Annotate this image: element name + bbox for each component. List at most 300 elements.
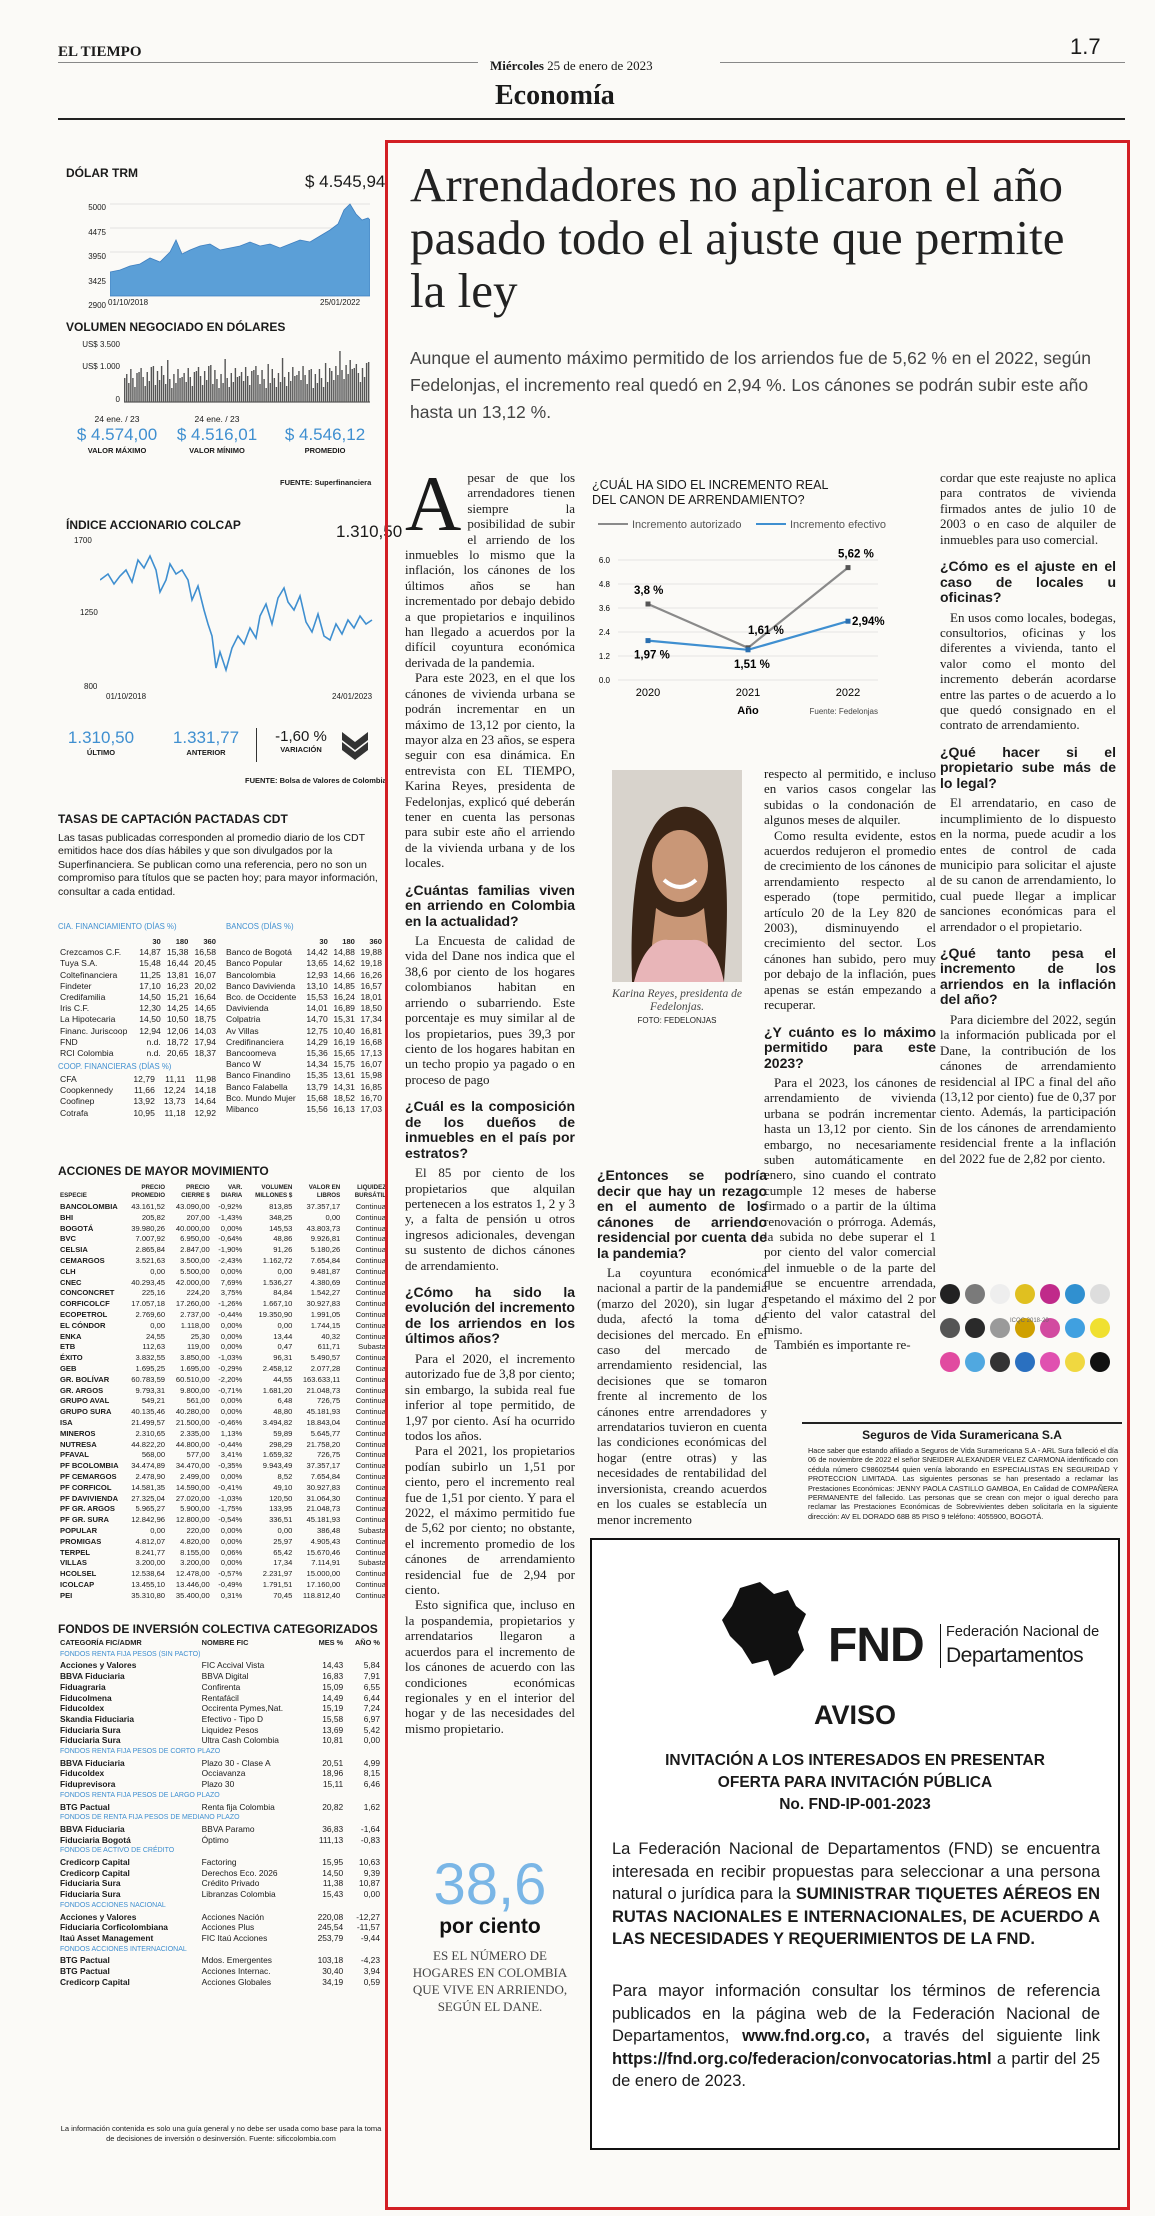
colcap-value: 1.310,50 (336, 522, 403, 541)
volume-bar (325, 363, 326, 402)
volume-bar (245, 367, 246, 402)
volume-bar (335, 366, 336, 402)
volume-bar (153, 366, 154, 402)
volume-bar (309, 370, 310, 402)
volume-bar (171, 388, 172, 402)
volume-bar (157, 371, 158, 402)
table-row: VILLAS 3.200,00 3.200,00 0,00% 17,34 7.114,91 Subasta (60, 1558, 386, 1568)
table-row: Fiduagraria Confirenta 15,09 6,55 (60, 1681, 380, 1692)
table-row: CORFICOLCF 17.057,18 17.260,00 -1,26% 1.667,10 30.927,83 Continua (60, 1299, 386, 1309)
calibration-dot (990, 1284, 1010, 1304)
cdt-left-table: 30 180 360 Crezcamos C.F. 14,87 15,38 16,58 Tuya S.A. 15,48 16,44 20,45 Coltefinanciera 11,25 13,81 16,07 Findeter 17,10 16,23 20,02 Credifamilia 14,50 15,21 16,64 Iris C.F. 12,30 14,25 14,65 La Hipotecaria 14,50 10,50 18,75 Financ. Juriscoop 12,94 12,06 14,03 FND n.d. 18,72 17,94 RCI Colombia n.d. 20,65 18,37 (60, 937, 216, 1059)
volume-bar (286, 386, 287, 402)
article-column-3: respecto al permitido, e incluso en varios casos congelar las subidas o la condonación de algunos meses de alquiler. Como resulta evidente, estos acuerdos redujeron el promedio de crecimiento de los cánones de arrendamiento respecto al esperado (tope permitido, artículo 20 de la Ley 820 de 2003), disminuyendo el crecimiento del sector. Los cánones han subido, pero muy por debajo de la inflación, pues apenas se están empezando a recuperar. ¿Y cuánto es lo máximo permitido para este 2023? Para el 2023, los cánones de arrendamiento de vivienda urbana se podrán incrementar hasta un 13,12 por ciento. Sin embargo, no necesariamente suben automáticamente en enero, sino cuando el contrato cumple 12 meses de haberse firmado o a partir de la última renovación o prórroga. Además, la subida no debe superar el 1 por ciento del valor comercial del inmueble o de la parte del que se encuentre arrendada, respetando el máximo del 2 por ciento del valor catastral del mismo. También es importante re- (764, 766, 936, 1352)
volume-bar (198, 367, 199, 402)
volume-bar (132, 378, 133, 402)
table-row: ÉXITO 3.832,55 3.850,00 -1,03% 96,31 5.490,57 Continua (60, 1353, 386, 1363)
table-row: Bancolombia 12,93 14,66 16,26 (226, 969, 382, 980)
volume-bar (282, 358, 283, 402)
volume-bar (343, 379, 344, 402)
fondos-disclaimer: La información contenida es solo una guía general y no debe ser usada como base para la toma de decisiones de inversión o desinversión. Fuente: sificcolombia.com (60, 2124, 382, 2143)
fnd-logo-sub1: Federación Nacional de (946, 1624, 1100, 1640)
table-row: Banco de Bogotá 14,42 14,88 19,88 (226, 947, 382, 958)
calibration-dot (940, 1318, 960, 1338)
data-label: 3,8 % (634, 585, 664, 597)
volume-bar (179, 378, 180, 402)
calibration-dot (1015, 1352, 1035, 1372)
volume-bar (140, 368, 141, 402)
volume-bar (124, 378, 125, 402)
volume-bar (306, 384, 307, 402)
volume-bar (192, 386, 193, 402)
calibration-dot (965, 1352, 985, 1372)
table-row: PF CORFICOL 14.581,35 14.590,00 -0,41% 49,10 30.927,83 Continua (60, 1482, 386, 1492)
header-rule-right (720, 62, 1125, 63)
table-row: Banco Falabella 13,79 14,31 16,85 (226, 1081, 382, 1092)
table-row: PROMIGAS 4.812,07 4.820,00 0,00% 25,97 4.905,43 Continua (60, 1536, 386, 1546)
volume-bar (300, 380, 301, 402)
y-tick-label: 6.0 (598, 556, 610, 565)
volume-bar (298, 371, 299, 402)
table-row: CLH 0,00 5.500,00 0,00% 0,00 9.481,87 Continua (60, 1266, 386, 1276)
cdt-text: Las tasas publicadas corresponden al promedio diario de los CDT emitidos hace dos días hábiles y que son divulgados por la Superfinanciera. Se publican como una referencia, pero no son un compromiso para títulos que se pacten hoy; para mayor información, consultar a cada entidad. (58, 832, 378, 898)
table-row: BOGOTÁ 39.980,26 40.000,00 0,00% 145,53 43.803,73 Continua (60, 1223, 386, 1233)
stat-callout: 38,6 por ciento ES EL NÚMERO DE HOGARES EN COLOMBIA QUE VIVE EN ARRIENDO, SEGÚN EL DANE. (412, 1852, 568, 2014)
volume-bar (167, 360, 168, 402)
table-row: Bancoomeva 15,36 15,65 17,13 (226, 1048, 382, 1059)
volume-bar (329, 368, 330, 402)
dropcap: A (405, 460, 462, 547)
volume-bar (292, 367, 293, 402)
aviso-paragraph-1: La Federación Nacional de Departamentos (FND) se encuentra interesada en recibir propuestas para seleccionar a una persona natural o jurídica para la SUMINISTRAR TIQUETES AÉREOS EN RUTAS NACIONALES E INTERNACIONALES, DE ACUERDO A LAS NECESIDADES Y REQUERIMIENTOS DE LA FND. (612, 1840, 1100, 1948)
x-tick-label: 2022 (835, 687, 861, 699)
dolar-chart (110, 200, 370, 298)
table-row: CONCONCRET 225,16 224,20 3,75% 84,84 1.542,27 Continua (60, 1288, 386, 1298)
colcap-source: FUENTE: Bolsa de Valores de Colombia (245, 776, 387, 785)
cdt-right-table: 30 180 360 Banco de Bogotá 14,42 14,88 19,88 Banco Popular 13,65 14,62 19,18 Bancolombia 12,93 14,66 16,26 Banco Davivienda 13,10 14,85 16,57 Bco. de Occidente 15,53 16,24 18,01 Davivienda 14,01 16,89 18,50 Colpatria 14,70 15,31 17,34 Av Villas 12,75 10,40 16,81 Credifinanciera 14,29 16,19 16,68 Bancoomeva 15,36 15,65 17,13 Banco W 14,34 15,75 16,07 Banco Finandino 15,35 13,61 15,98 Banco Falabella 13,79 14,31 16,85 Bco. Mundo Mujer 15,68 18,52 16,70 Mibanco 15,56 16,13 17,03 (226, 937, 382, 1115)
table-row: Credifamilia 14,50 15,21 16,64 (60, 992, 216, 1003)
volume-bar (296, 375, 297, 402)
calibration-dot (1040, 1284, 1060, 1304)
volume-bar (288, 372, 289, 402)
volume-bar (274, 378, 275, 402)
volume-bar (224, 359, 225, 402)
fondos-title: FONDOS DE INVERSIÓN COLECTIVA CATEGORIZADOS (58, 1622, 378, 1636)
volume-bar (323, 387, 324, 402)
article-title: Arrendadores no aplicaron el año pasado todo el ajuste que permite la ley (410, 157, 1065, 318)
table-row: ICOLCAP 13.455,10 13.446,00 -0,49% 1.791,51 17.160,00 Continua (60, 1579, 386, 1589)
fnd-website-link[interactable]: www.fnd.org.co, (742, 2027, 870, 2045)
volume-bar (302, 366, 303, 402)
rent-increase-chart (578, 510, 918, 720)
calibration-dot (1090, 1318, 1110, 1338)
volume-bar (360, 382, 361, 402)
volume-bar (321, 378, 322, 402)
table-row: Colpatria 14,70 15,31 17,34 (226, 1014, 382, 1025)
table-row: BBVA Fiduciaria BBVA Digital 16,83 7,91 (60, 1671, 380, 1682)
table-row: Coltefinanciera 11,25 13,81 16,07 (60, 969, 216, 980)
volume-bar (163, 375, 164, 402)
calibration-dot (990, 1352, 1010, 1372)
calibration-dot (990, 1318, 1010, 1338)
table-row: BBVA Fiduciaria BBVA Paramo 36,83 -1,64 (60, 1823, 380, 1834)
fnd-logo-sub2: Departamentos (946, 1644, 1084, 1667)
colcap-title: ÍNDICE ACCIONARIO COLCAP (66, 518, 241, 532)
volumen-ytick-2: US$ 1.000 (82, 362, 120, 371)
photo-caption: Karina Reyes, presidenta de Fedelonjas. (612, 988, 742, 1013)
table-row: Fiduciaria Sura Crédito Privado 11,38 10,87 (60, 1878, 380, 1889)
fnd-convocatorias-link[interactable]: https://fnd.org.co/federacion/convocatorias.html (612, 2049, 992, 2068)
volume-bar (227, 378, 228, 402)
volume-bar (136, 373, 137, 402)
y-tick-label: 0.0 (598, 676, 610, 685)
table-row: Itaú Asset Management FIC Itaú Acciones 253,79 -9,44 (60, 1932, 380, 1943)
table-row: Bco. Mundo Mujer 15,68 18,52 16,70 (226, 1092, 382, 1103)
table-row: Banco Popular 13,65 14,62 19,18 (226, 958, 382, 969)
table-row: PF CEMARGOS 2.478,90 2.499,00 0,00% 8,52 7.654,84 Continua (60, 1471, 386, 1481)
table-row: Bco. de Occidente 15,53 16,24 18,01 (226, 992, 382, 1003)
dolar-xend: 25/01/2022 (320, 298, 361, 307)
volume-bar (327, 382, 328, 402)
volume-bar (347, 374, 348, 402)
volume-bar (241, 372, 242, 402)
data-point (846, 619, 851, 624)
chart-title: ¿CUÁL HA SIDO EL INCREMENTO REAL DEL CANON DE ARRENDAMIENTO? (592, 478, 828, 507)
colcap-ytick-1: 1700 (74, 536, 92, 545)
table-row: BTG Pactual Mdos. Emergentes 103,18 -4,23 (60, 1955, 380, 1966)
colcap-chart (100, 540, 375, 688)
table-row: Skandia Fiduciaria Efectivo - Tipo D 15,58 6,97 (60, 1713, 380, 1724)
table-row: Financ. Juriscoop 12,94 12,06 14,03 (60, 1025, 216, 1036)
volume-bar (311, 369, 312, 402)
table-row: CFA 12,79 11,11 11,98 (60, 1074, 216, 1084)
volume-bar (339, 351, 340, 402)
volume-bar (138, 372, 139, 402)
volume-bar (142, 377, 143, 402)
acciones-title: ACCIONES DE MAYOR MOVIMIENTO (58, 1164, 269, 1178)
volume-bar (233, 382, 234, 402)
volume-bar (364, 377, 365, 402)
table-row: PF GR. ARGOS 5.965,27 5.900,00 -1,75% 133,95 21.048,73 Continua (60, 1504, 386, 1514)
volume-bar (190, 377, 191, 402)
aviso-title: AVISO (813, 1700, 896, 1730)
fnd-logo: FND (828, 1619, 924, 1672)
volume-bar (352, 369, 353, 402)
y-tick-label: 2.4 (598, 628, 610, 637)
table-row: Mibanco 15,56 16,13 17,03 (226, 1104, 382, 1115)
table-row: Fiducoldex Occirenta Pymes,Nat. 15,19 7,24 (60, 1703, 380, 1714)
data-label: 1,61 % (748, 624, 784, 637)
table-row: ENKA 24,55 25,30 0,00% 13,44 40,32 Continua (60, 1331, 386, 1341)
table-row: Credicorp Capital Acciones Globales 34,19 0,59 (60, 1976, 380, 1987)
colcap-xstart: 01/10/2018 (106, 692, 147, 701)
table-row: Fiduciaria Sura Liquidez Pesos 13,69 5,42 (60, 1724, 380, 1735)
table-row: Findeter 17,10 16,23 20,02 (60, 980, 216, 991)
volumen-title: VOLUMEN NEGOCIADO EN DÓLARES (66, 320, 286, 334)
volume-bar (294, 376, 295, 402)
table-row: La Hipotecaria 14,50 10,50 18,75 (60, 1014, 216, 1025)
table-row: TERPEL 8.241,77 8.155,00 0,06% 65,42 15.670,46 Continua (60, 1547, 386, 1557)
table-row: BANCOLOMBIA 43.161,52 43.090,00 -0,92% 813,85 37.357,17 Continua (60, 1202, 386, 1211)
table-row: FND n.d. 18,72 17,94 (60, 1036, 216, 1047)
table-row: ECOPETROL 2.769,60 2.737,00 -0,44% 19.350,90 1.991,05 Continua (60, 1309, 386, 1319)
volume-bar (270, 383, 271, 402)
colcap-stats: 1.310,50 ÚLTIMO 1.331,77 ANTERIOR -1,60 % VARIACIÓN (66, 728, 376, 764)
volume-bar (231, 373, 232, 402)
colcap-ytick-3: 800 (84, 682, 98, 691)
volume-bar (235, 368, 236, 402)
cdt-coop-header: COOP. FINANCIERAS (DÍAS %) (58, 1062, 172, 1071)
calibration-dot (940, 1284, 960, 1304)
volumen-chart (124, 343, 370, 403)
volume-bar (130, 369, 131, 402)
volume-bar (366, 363, 367, 402)
volume-bar (345, 365, 346, 402)
colcap-xend: 24/01/2023 (332, 692, 373, 701)
table-row: Banco Davivienda 13,10 14,85 16,57 (226, 980, 382, 991)
volume-bar (239, 376, 240, 402)
table-row: Av Villas 12,75 10,40 16,81 (226, 1025, 382, 1036)
table-row: PF DAVIVIENDA 27.325,04 27.020,00 -1,03% 120,50 31.064,30 Continua (60, 1493, 386, 1503)
volume-bar (155, 385, 156, 402)
article-lead: Aunque el aumento máximo permitido de los arriendos fue de 5,62 % en el 2022, según Fedelonjas, el incremento real quedó en 2,94 %. Los cánones se podrán subir este año hasta un 13,12 %. (410, 348, 1091, 422)
volume-bar (255, 366, 256, 402)
table-row: PFAVAL 568,00 577,00 3,41% 1.659,32 726,75 Continua (60, 1450, 386, 1460)
table-row: Cotrafa 10,95 11,18 12,92 (60, 1107, 216, 1118)
volume-bar (265, 388, 266, 402)
data-point (646, 638, 651, 643)
article-column-1: A pesar de que los arrendadores tienen siempre la posibilidad de subir el arriendo de los inmuebles lo mismo que la inflación, los cánones de los últimos años se han incrementado por debajo debido a que propietarios e inquilinos han llegado a acuerdos por la difícil coyuntura económica derivada de la pandemia. Para este 2023, en el que los cánones de vivienda urbana se podrán incrementar en un máximo de 13,12 por ciento, la mayor alza en 23 años, se espera seguir con esa dinámica. En entrevista con EL TIEMPO, Karina Reyes, presidenta de Fedelonjas, explicó qué deberán tener en cuenta las personas para subir este año el arriendo de la vivienda urbana y de los locales. ¿Cuántas familias viven en arriendo en Colombia en la actualidad? La Encuesta de calidad de vida del Dane nos indica que el 38,6 por ciento de los hogares colombianos habitan en arriendo o subarriendo. Este porcentaje es muy similar al de los propietarios, pues 39,3 por ciento de los hogares habitan en un techo propio ya pagado o en proceso de pago ¿Cuál es la composición de los dueños de inmuebles en el país por estratos? El 85 por ciento de los propietarios que alquilan pertenecen a los estratos 1, 2 y 3 y, a falta de pensión u otros ingresos adicionales, devengan su sustento de dichos cánones de arrendamiento. ¿Cómo ha sido la evolución del incremento de los arriendos en los últimos años? Para el 2020, el incremento autorizado fue de 3,8 por ciento; sin embargo, la subida real fue inferior al tope permitido, de 1,97 por ciento. Así ha ocurrido todos los años. Para el 2021, los propietarios podían subirlo un 1,51 por ciento, pero el incremento real fue de 1,51 por ciento. Y para el 2022, el máximo permitido fue de 5,62 por ciento; no obstante, el incremento promedio de los cánones de arrendamiento residencial fue de 2,94 por ciento. Esto significa que, incluso en la pospandemia, propietarios y arrendatarios llegaron a acuerdos para el incremento de los cánones de acuerdo con las condiciones económicas regionales y en el interior del hogar y de las necesidades del mismo propietario. (405, 460, 576, 1736)
volume-bar (331, 371, 332, 402)
table-row: RCI Colombia n.d. 20,65 18,37 (60, 1048, 216, 1059)
table-row: Iris C.F. 12,30 14,25 14,65 (60, 1003, 216, 1014)
table-row: Fiduprevisora Plazo 30 15,11 6,46 (60, 1779, 380, 1790)
x-axis-label: Año (737, 705, 759, 717)
volume-bar (218, 388, 219, 402)
volume-bar (253, 370, 254, 402)
table-row: Fiducoldex Occiavanza 18,96 8,15 (60, 1768, 380, 1779)
volume-bar (128, 383, 129, 402)
down-chevron-icon (340, 728, 370, 760)
volume-bar (341, 370, 342, 402)
x-tick-label: 2021 (735, 687, 761, 699)
volume-bar (222, 383, 223, 402)
volume-bar (268, 364, 269, 402)
table-row: Fiduciaria Sura Ultra Cash Colombia 10,81 0,00 (60, 1735, 380, 1746)
volume-bar (304, 375, 305, 402)
table-row: Acciones y Valores Acciones Nación 220,08 -12,27 (60, 1911, 380, 1922)
volume-bar (165, 384, 166, 402)
volume-bar (243, 381, 244, 402)
table-row: Credifinanciera 14,29 16,19 16,68 (226, 1036, 382, 1047)
volume-bar (278, 373, 279, 402)
calibration-dot (965, 1284, 985, 1304)
volume-bar (161, 366, 162, 402)
data-label: 1,51 % (734, 658, 770, 671)
table-row: Credicorp Capital Derechos Eco. 2026 14,50 9,39 (60, 1867, 380, 1878)
table-row: GRUPO SURA 40.135,46 40.280,00 0,00% 48,80 45.181,93 Continua (60, 1407, 386, 1417)
table-row: GR. BOLÍVAR 60.783,59 60.510,00 -2,20% 44,55 163.633,11 Continua (60, 1374, 386, 1384)
calibration-dot (940, 1352, 960, 1372)
table-row: Acciones y Valores FIC Accival Vista 14,43 5,84 (60, 1660, 380, 1671)
data-label: 5,62 % (838, 548, 874, 561)
volume-bar (204, 371, 205, 402)
seguros-text: Hace saber que estando afiliado a Seguros de Vida Suramericana S.A - ARL Sura falleció el día 06 de noviembre de 2022 el señor SNEIDER ALEXANDER VELEZ CARMONA identificado con cédula número C98602544 quien venía laborando en ESPECIALISTAS EN SEGURIDAD Y PROTECCION LIMITADA. Las siguientes personas se han presentado a reclamar las Prestaciones Económicas: JENNY PAOLA CASTILLO GAMBOA, En Calidad de COMPAÑERA PERMANENTE del fallecido. Las personas que se crean con mejor o igual derecho para reclamar las Prestaciones Económicas de Sobrevivientes deben solicitarla en la siguiente dirección: AV EL DORADO 68B 85 PISO 9 teléfono: 4055900, BOGOTÁ. (808, 1446, 1118, 1521)
volume-bar (356, 364, 357, 402)
volume-bar (259, 384, 260, 402)
dolar-price: $ 4.545,94 (305, 172, 386, 191)
volume-bar (350, 360, 351, 402)
icqc-label: ICQC 2018-20 (1010, 1318, 1049, 1324)
table-row: CNEC 40.293,45 42.000,00 7,69% 1.536,27 4.380,69 Continua (60, 1277, 386, 1287)
table-row: EL CÓNDOR 0,00 1.118,00 0,00% 0,00 1.744,15 Continua (60, 1320, 386, 1330)
article-column-4: cordar que este reajuste no aplica para contratos de vivienda firmados antes de julio 10 de 2003 o en caso de alquiler de inmuebles para uso comercial. ¿Cómo es el ajuste en el caso de locales u oficinas? En usos como locales, bodegas, consultorios, oficinas y los diferentes a vivienda, tanto el valor como el monto del incremento deberán acordarse entre las partes o de acuerdo a lo que quedó consignado en el contrato de arrendamiento. ¿Qué hacer si el propietario sube más de lo legal? El arrendatario, en caso de incumplimiento de lo dispuesto en la norma, puede acudir a los entes de control de cada municipio para solicitar el ajuste de su canon de arrendamiento, lo cual puede llegar a implicar sanciones económicas para el arrendador o el propietario. ¿Qué tanto pesa el incremento de los arriendos en la inflación del año? Para diciembre del 2022, según la información publicada por el Dane, la contribución de los cánones de arrendamiento residencial al IPC a final del año (13,12 por ciento) fue de 0,37 por ciento. Además, la participación de los cánones de arrendamiento residencial frente a la inflación del 2022 fue de 2,82 por ciento. (940, 470, 1116, 1166)
volume-bar (358, 373, 359, 402)
dolar-title: DÓLAR TRM (66, 166, 138, 180)
legend-label: Incremento autorizado (632, 519, 742, 531)
volume-bar (145, 386, 146, 402)
volume-bar (220, 374, 221, 402)
volume-bar (263, 379, 264, 402)
table-row: Fiduciaria Bogotá Óptimo 111,13 -0,83 (60, 1834, 380, 1845)
volume-bar (175, 383, 176, 402)
volume-bar (147, 372, 148, 402)
dolar-yticks: 5000 4475 3950 3425 2900 (88, 203, 106, 310)
volume-bar (290, 381, 291, 402)
header-date: Miércoles 25 de enero de 2023 (490, 58, 653, 73)
table-row: PF GR. SURA 12.842,96 12.800,00 -0,54% 336,51 45.181,93 Continua (60, 1515, 386, 1525)
volume-bar (208, 366, 209, 402)
calibration-dot (965, 1318, 985, 1338)
newspaper-logo: EL TIEMPO (58, 44, 142, 60)
table-row: Fiducolmena Rentafácil 14,49 6,44 (60, 1692, 380, 1703)
volume-bar (200, 376, 201, 402)
seguros-rule-top (802, 1422, 1122, 1424)
aviso-paragraph-2: Para mayor información consultar los términos de referencia publicados en la página web de la Federación Nacional de Departamentos, www.fnd.org.co, a través del siguiente link https://fnd.org.co/federacion/convocatorias.html a partir del 25 de enero de 2023. (612, 1982, 1101, 2090)
table-row: GR. ARGOS 9.793,31 9.800,00 -0,71% 1.681,20 21.048,73 Continua (60, 1385, 386, 1395)
volume-bar (202, 385, 203, 402)
photo-credit: FOTO: FEDELONJAS (637, 1016, 717, 1025)
volume-bar (216, 379, 217, 402)
volume-bar (212, 384, 213, 402)
volume-bar (181, 377, 182, 402)
table-row: CELSIA 2.865,84 2.847,00 -1,90% 91,26 5.180,26 Continua (60, 1245, 386, 1255)
table-row: BBVA Fiduciaria Plazo 30 - Clase A 20,51 4,99 (60, 1757, 380, 1768)
table-row: Credicorp Capital Factoring 15,95 10,63 (60, 1857, 380, 1868)
volume-bar (319, 369, 320, 402)
volume-bar (247, 376, 248, 402)
header-rule (58, 118, 1125, 120)
section-title: Economía (495, 80, 615, 111)
cdt-right-header: BANCOS (DÍAS %) (226, 922, 294, 931)
table-row: Coopkennedy 11,66 12,24 14,18 (60, 1085, 216, 1096)
volume-bar (317, 383, 318, 402)
color-calibration-swatches (938, 1280, 1118, 1390)
volumen-ytick-3: 0 (115, 395, 120, 404)
header-rule-left (58, 62, 478, 63)
colombia-map-icon (718, 1580, 810, 1680)
calibration-dot (1090, 1352, 1110, 1372)
table-row: Tuya S.A. 15,48 16,44 20,45 (60, 958, 216, 969)
volume-bar (237, 377, 238, 402)
table-row: CEMARGOS 3.521,63 3.500,00 -2,43% 1.162,72 7.654,84 Continua (60, 1255, 386, 1265)
volume-bar (229, 387, 230, 402)
data-label: 2,94% (852, 616, 885, 629)
table-row: Davivienda 14,01 16,89 18,50 (226, 1003, 382, 1014)
volume-bar (272, 369, 273, 402)
volumen-source: FUENTE: Superfinanciera (280, 478, 372, 487)
volume-bar (354, 368, 355, 402)
table-row: Coofinep 13,92 13,73 14,64 (60, 1096, 216, 1107)
table-row: PEI 35.310,80 35.400,00 0,31% 70,45 118.812,40 Continua (60, 1590, 386, 1600)
karina-reyes-photo (612, 770, 742, 982)
cdt-title: TASAS DE CAPTACIÓN PACTADAS CDT (58, 812, 288, 826)
volume-bar (159, 380, 160, 402)
aviso-invitation: INVITACIÓN A LOS INTERESADOS EN PRESENTAR OFERTA PARA INVITACIÓN PÚBLICA No. FND-IP-001-2023 (665, 1752, 1045, 1813)
volume-bar (173, 374, 174, 402)
volume-bar (313, 388, 314, 402)
volume-bar (362, 368, 363, 402)
calibration-dot (1065, 1352, 1085, 1372)
calibration-dot (1065, 1318, 1085, 1338)
volume-bar (214, 370, 215, 402)
acciones-table: ESPECIE PRECIO PROMEDIO PRECIO CIERRE $ VAR. DIARIA VOLUMEN MILLONES $ VALOR EN LIBROS LIQUIDEZ BURSÁTIL BANCOLOMBIA 43.161,52 43.090,00 -0,92% 813,85 37.357,17 Continua BHI 205,82 207,00 -1,43% 348,25 0,00 Continua BOGOTÁ 39.980,26 40.000,00 0,00% 145,53 43.803,73 Continua BVC 7.007,92 6.950,00 -0,64% 48,86 9.926,81 Continua CELSIA 2.865,84 2.847,00 -1,90% 91,26 5.180,26 Continua CEMARGOS 3.521,63 3.500,00 -2,43% 1.162,72 7.654,84 Continua CLH 0,00 5.500,00 0,00% 0,00 9.481,87 Continua CNEC 40.293,45 42.000,00 7,69% 1.536,27 4.380,69 Continua CONCONCRET 225,16 224,20 3,75% 84,84 1.542,27 Continua CORFICOLCF 17.057,18 17.260,00 -1,26% 1.667,10 30.927,83 Continua ECOPETROL 2.769,60 2.737,00 -0,44% 19.350,90 1.991,05 Continua EL CÓNDOR 0,00 1.118,00 0,00% 0,00 1.744,15 Continua ENKA 24,55 25,30 0,00% 13,44 40,32 Continua ETB 112,63 119,00 0,00% 0,47 611,71 Subasta ÉXITO 3.832,55 3.850,00 -1,03% 96,31 5.490,57 Continua GEB 1.695,25 1.695,00 -0,29% 2.458,12 2.077,28 Continua GR. BOLÍVAR 60.783,59 60.510,00 -2,20% 44,55 163.633,11 Continua GR. ARGOS 9.793,31 9.800,00 -0,71% 1.681,20 21.048,73 Continua GRUPO AVAL 549,21 561,00 0,00% 6,48 726,75 Continua GRUPO SURA 40.135,46 40.280,00 0,00% 48,80 45.181,93 Continua ISA 21.499,57 21.500,00 -0,46% 3.494,82 18.843,04 Continua MINEROS 2.310,65 2.335,00 1,13% 59,89 5.645,77 Continua NUTRESA 44.822,20 44.800,00 -0,44% 298,29 21.758,20 Continua PFAVAL 568,00 577,00 3,41% 1.659,32 726,75 Continua PF BCOLOMBIA 34.474,89 34.470,00 -0,35% 9.943,49 37.357,17 Continua PF CEMARGOS 2.478,90 2.499,00 0,00% 8,52 7.654,84 Continua PF CORFICOL 14.581,35 14.590,00 -0,41% 49,10 30.927,83 Continua PF DAVIVIENDA 27.325,04 27.020,00 -1,03% 120,50 31.064,30 Continua PF GR. ARGOS 5.965,27 5.900,00 -1,75% 133,95 21.048,73 Continua PF GR. SURA 12.842,96 12.800,00 -0,54% 336,51 45.181,93 Continua POPULAR 0,00 220,00 0,00% 0,00 386,48 Subasta PROMIGAS 4.812,07 4.820,00 0,00% 25,97 4.905,43 Continua TERPEL 8.241,77 8.155,00 0,06% 65,42 15.670,46 Continua VILLAS 3.200,00 3.200,00 0,00% 17,34 7.114,91 Subasta HCOLSEL 12.538,64 12.478,00 -0,57% 2.231,97 15.000,00 Continua ICOLCAP 13.455,10 13.446,00 -0,49% 1.791,51 17.160,00 Continua PEI 35.310,80 35.400,00 0,31% 70,45 118.812,40 Continua (60, 1184, 386, 1600)
calibration-dot (1065, 1284, 1085, 1304)
table-row: Fiduciaria Corficolombiana Acciones Plus 245,54 -11,57 (60, 1922, 380, 1933)
volume-bar (151, 367, 152, 402)
volume-bar (257, 375, 258, 402)
volume-bar (249, 385, 250, 402)
calibration-dot (1090, 1284, 1110, 1304)
y-tick-label: 4.8 (598, 580, 610, 589)
y-tick-label: 3.6 (598, 604, 610, 613)
volume-bar (280, 382, 281, 402)
volume-bar (276, 387, 277, 402)
volume-bar (186, 382, 187, 402)
seguros-title: Seguros de Vida Suramericana S.A (862, 1428, 1062, 1442)
table-row: BVC 7.007,92 6.950,00 -0,64% 48,86 9.926,81 Continua (60, 1234, 386, 1244)
table-row: BHI 205,82 207,00 -1,43% 348,25 0,00 Continua (60, 1212, 386, 1222)
table-row: MINEROS 2.310,65 2.335,00 1,13% 59,89 5.645,77 Continua (60, 1428, 386, 1438)
volume-bar (315, 374, 316, 402)
volume-bar (177, 369, 178, 402)
volume-bar (337, 375, 338, 402)
volume-bar (126, 374, 127, 402)
data-point (746, 647, 751, 652)
table-row: NUTRESA 44.822,20 44.800,00 -0,44% 298,29 21.758,20 Continua (60, 1439, 386, 1449)
table-row: POPULAR 0,00 220,00 0,00% 0,00 386,48 Subasta (60, 1525, 386, 1535)
volume-bar (183, 373, 184, 402)
table-row: PF BCOLOMBIA 34.474,89 34.470,00 -0,35% 9.943,49 37.357,17 Continua (60, 1461, 386, 1471)
calibration-dot (1040, 1352, 1060, 1372)
page-number: 1.7 (1070, 34, 1101, 59)
table-row: Fiduciaria Sura Libranzas Colombia 15,43 0,00 (60, 1889, 380, 1900)
calibration-dot (1015, 1284, 1035, 1304)
table-row: BTG Pactual Acciones Internac. 30,40 3,94 (60, 1966, 380, 1977)
volume-bar (206, 380, 207, 402)
volume-bar (210, 365, 211, 402)
fondos-table: CATEGORÍA FIC/ADMR NOMBRE FIC MES % AÑO % FONDOS RENTA FIJA PESOS (SIN PACTO) Acciones y Valores FIC Accival Vista 14,43 5,84 BBVA Fiduciaria BBVA Digital 16,83 7,91 Fiduagraria Confirenta 15,09 6,55 Fiducolmena Rentafácil 14,49 6,44 Fiducoldex Occirenta Pymes,Nat. 15,19 7,24 Skandia Fiduciaria Efectivo - Tipo D 15,58 6,97 Fiduciaria Sura Liquidez Pesos 13,69 5,42 Fiduciaria Sura Ultra Cash Colombia 10,81 0,00 FONDOS RENTA FIJA PESOS DE CORTO PLAZO BBVA Fiduciaria Plazo 30 - Clase A 20,51 4,99 Fiducoldex Occiavanza 18,96 8,15 Fiduprevisora Plazo 30 15,11 6,46 FONDOS RENTA FIJA PESOS DE LARGO PLAZO BTG Pactual Renta fija Colombia 20,82 1,62 FONDOS DE RENTA FIJA PESOS DE MEDIANO PLAZO BBVA Fiduciaria BBVA Paramo 36,83 -1,64 Fiduciaria Bogotá Óptimo 111,13 -0,83 FONDOS DE ACTIVO DE CRÉDITO Credicorp Capital Factoring 15,95 10,63 Credicorp Capital Derechos Eco. 2026 14,50 9,39 Fiduciaria Sura Crédito Privado 11,38 10,87 Fiduciaria Sura Libranzas Colombia 15,43 0,00 FONDOS ACCIONES NACIONAL Acciones y Valores Acciones Nación 220,08 -12,27 Fiduciaria Corficolombiana Acciones Plus 245,54 -11,57 Itaú Asset Management FIC Itaú Acciones 253,79 -9,44 FONDOS ACCIONES INTERNACIONAL BTG Pactual Mdos. Emergentes 103,18 -4,23 BTG Pactual Acciones Internac. 30,40 3,94 Credicorp Capital Acciones Globales 34,19 0,59 (60, 1638, 380, 1987)
volume-bar (333, 380, 334, 402)
table-row: HCOLSEL 12.538,64 12.478,00 -0,57% 2.231,97 15.000,00 Continua (60, 1569, 386, 1579)
dolar-xstart: 01/10/2018 (108, 298, 149, 307)
volume-bar (149, 381, 150, 402)
x-tick-label: 2020 (635, 687, 661, 699)
volume-bar (261, 370, 262, 402)
data-label: 1,97 % (634, 649, 670, 662)
volume-bar (134, 387, 135, 402)
data-point (646, 602, 651, 607)
